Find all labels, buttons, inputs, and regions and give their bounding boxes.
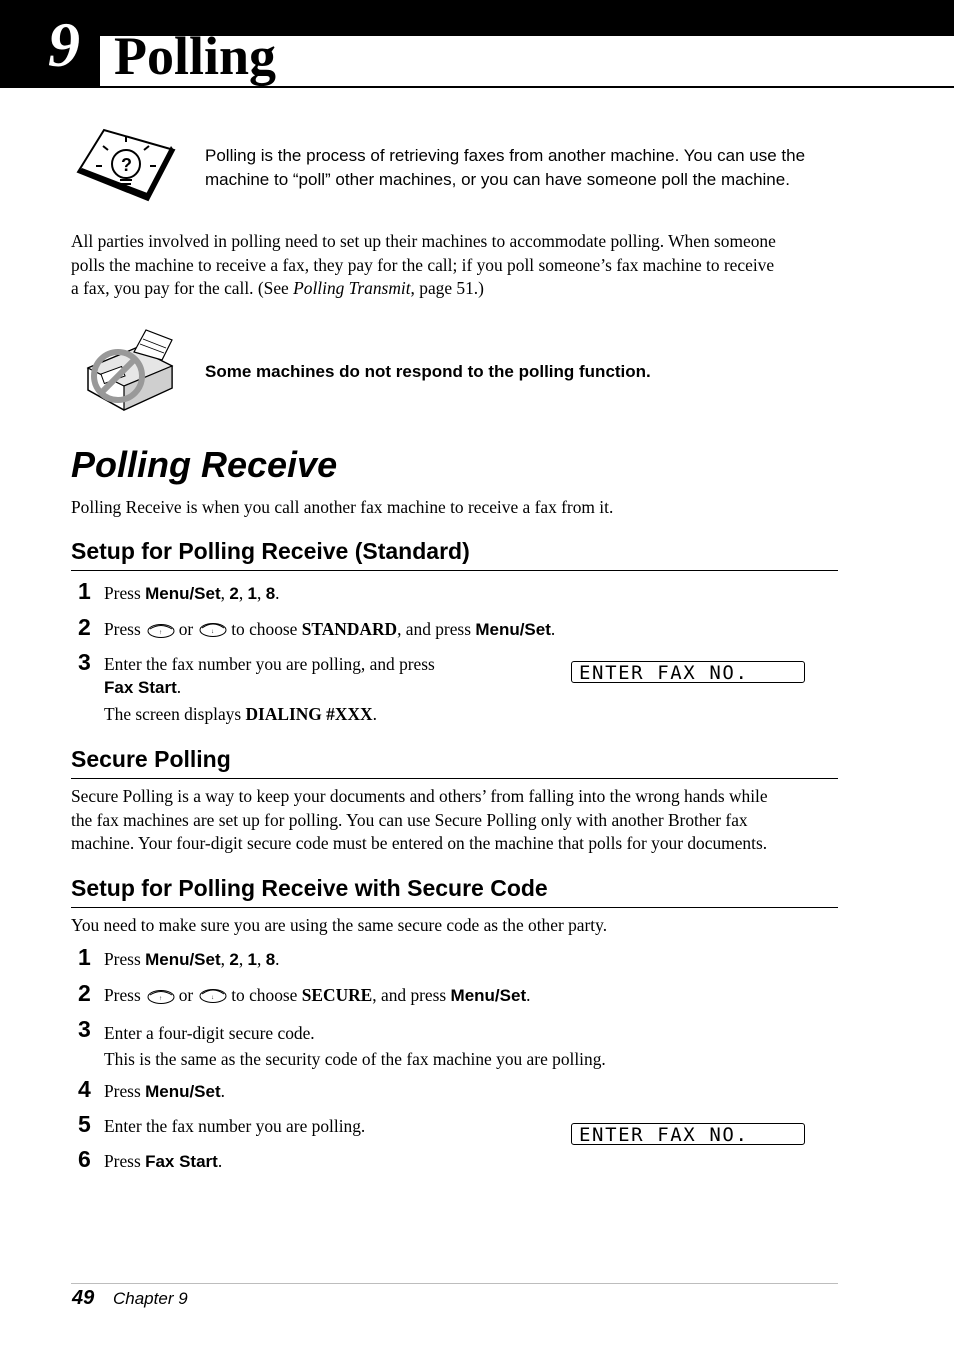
up-arrow-key-icon (146, 987, 176, 1005)
intro-text: a fax, you pay for the call. (See (71, 278, 294, 298)
step-text (104, 1020, 606, 1072)
down-arrow-key-icon (198, 987, 228, 1005)
step-text-part: , (256, 949, 266, 969)
step-number: 3 (78, 649, 91, 675)
key-name: 8 (265, 584, 276, 603)
secure-line: Secure Polling is a way to keep your documents and others’ from falling into the wrong hands while (71, 786, 768, 806)
key-name: Menu/Set (450, 986, 527, 1005)
step-number: 4 (78, 1076, 91, 1102)
step-text-part: The screen displays (104, 704, 246, 724)
menu-option: STANDARD (301, 619, 398, 639)
subheading-standard: Setup for Polling Receive (Standard) (71, 537, 838, 571)
step-text (104, 984, 530, 1007)
key-name: 1 (247, 584, 257, 603)
secure-setup-intro: You need to make sure you are using the same secure code as the other party. (71, 915, 608, 935)
key-name: Fax Start (145, 1152, 218, 1171)
step-line (104, 703, 435, 726)
tip-line: Polling is the process of retrieving faxes from another machine. You can use the (205, 146, 806, 165)
section-title: Polling Receive (71, 444, 338, 485)
lcd-display: ENTER FAX NO. (571, 1123, 805, 1145)
svg-text:↓: ↓ (211, 995, 215, 1001)
secure-line: the fax machines are set up for polling. You can use Secure Polling only with another Brother fax (71, 809, 748, 830)
subheading-secure-polling: Secure Polling (71, 745, 838, 779)
key-name: Menu/Set (145, 584, 221, 603)
step-text-part: or (178, 619, 194, 639)
cross-reference: Polling Transmit (293, 278, 411, 298)
step-number: 6 (78, 1146, 91, 1172)
step-text-part: . (176, 677, 182, 697)
step-text-part: . (275, 949, 280, 969)
intro-line: All parties involved in polling need to set up their machines to accommodate polling. When someone (71, 231, 776, 251)
step-text-part: , (220, 949, 230, 969)
step-number: 1 (78, 578, 91, 604)
svg-text:↑: ↑ (158, 996, 162, 1002)
chapter-title-rule (100, 86, 954, 88)
fax-prohibited-note-icon (80, 326, 178, 418)
note-text: Some machines do not respond to the polling function. (205, 362, 651, 381)
step-number: 1 (78, 944, 91, 970)
step-text (104, 618, 555, 641)
step-text-part: , and press (397, 619, 476, 639)
key-name: 8 (265, 950, 276, 969)
secure-paragraph (71, 785, 841, 856)
key-name: Menu/Set (145, 950, 221, 969)
tip-line: machine to “poll” other machines, or you can have someone poll the machine. (205, 170, 790, 189)
step-text (104, 1150, 222, 1173)
step-text-part: or (178, 985, 194, 1005)
key-name: Fax Start (104, 678, 177, 697)
intro-line: polls the machine to receive a fax, they pay for the call; if you poll someone’s fax machine to receive (71, 254, 775, 275)
step-line: Enter the fax number you are polling, and press (104, 654, 435, 674)
svg-text:?: ? (121, 155, 132, 175)
svg-text:↓: ↓ (211, 629, 215, 635)
secure-line: machine. Your four-digit secure code must be entered on the machine that polls for your documents. (71, 833, 768, 853)
step-line: Enter a four-digit secure code. (104, 1023, 315, 1043)
step-number: 3 (78, 1016, 91, 1042)
step-text-part: Press (104, 949, 146, 969)
step-number: 2 (78, 614, 91, 640)
step-text-part: to choose (231, 619, 302, 639)
down-arrow-key-icon (198, 621, 228, 639)
step-text-part: , (238, 583, 248, 603)
step-text-part: Press (104, 619, 141, 639)
lcd-display: ENTER FAX NO. (571, 661, 805, 683)
step-text-part: Press (104, 985, 141, 1005)
step-number: 2 (78, 980, 91, 1006)
step-text-part: . (275, 583, 280, 603)
step-line: This is the same as the security code of the fax machine you are polling. (104, 1049, 606, 1069)
step-text-part: , (220, 583, 230, 603)
intro-paragraph (71, 230, 841, 301)
key-name: Menu/Set (475, 620, 551, 639)
key-name: 2 (229, 950, 239, 969)
key-name: 2 (229, 584, 239, 603)
footer-chapter-label: Chapter 9 (113, 1289, 188, 1308)
chapter-number-box (0, 0, 100, 88)
section-intro: Polling Receive is when you call another fax machine to receive a fax from it. (71, 497, 614, 517)
chapter-title: Polling (114, 26, 277, 86)
step-text-part: . (220, 1081, 225, 1101)
step-text: Enter the fax number you are polling. (104, 1116, 366, 1136)
page-number: 49 (72, 1287, 95, 1309)
step-text (104, 1080, 225, 1103)
up-arrow-key-icon (146, 621, 176, 639)
step-text-part: . (372, 704, 377, 724)
step-text (104, 948, 280, 971)
step-text-part: to choose (231, 985, 302, 1005)
lightbulb-tip-icon (74, 128, 176, 202)
step-text-part: . (550, 619, 556, 639)
intro-text: , page 51.) (410, 278, 484, 298)
step-text-part: Press (104, 583, 146, 603)
step-text-part: . (217, 1151, 223, 1171)
menu-option: SECURE (301, 985, 373, 1005)
svg-text:↑: ↑ (158, 630, 162, 636)
chapter-number: 9 (48, 9, 80, 80)
footer-rule (71, 1283, 838, 1284)
step-text-part: . (526, 985, 531, 1005)
tip-text (205, 144, 845, 192)
step-text (104, 582, 280, 605)
step-text-part: Press (104, 1151, 146, 1171)
step-text-part: , and press (372, 985, 451, 1005)
key-name: Menu/Set (145, 1082, 221, 1101)
subheading-secure-setup: Setup for Polling Receive with Secure Code (71, 874, 838, 908)
step-text (104, 653, 435, 726)
step-text-part: , (238, 949, 248, 969)
intro-line (71, 277, 841, 301)
key-name: 1 (247, 950, 257, 969)
step-line (104, 676, 435, 699)
step-text-part: Press (104, 1081, 146, 1101)
display-message: DIALING #XXX (245, 704, 373, 724)
step-number: 5 (78, 1111, 91, 1137)
step-text-part: , (256, 583, 266, 603)
